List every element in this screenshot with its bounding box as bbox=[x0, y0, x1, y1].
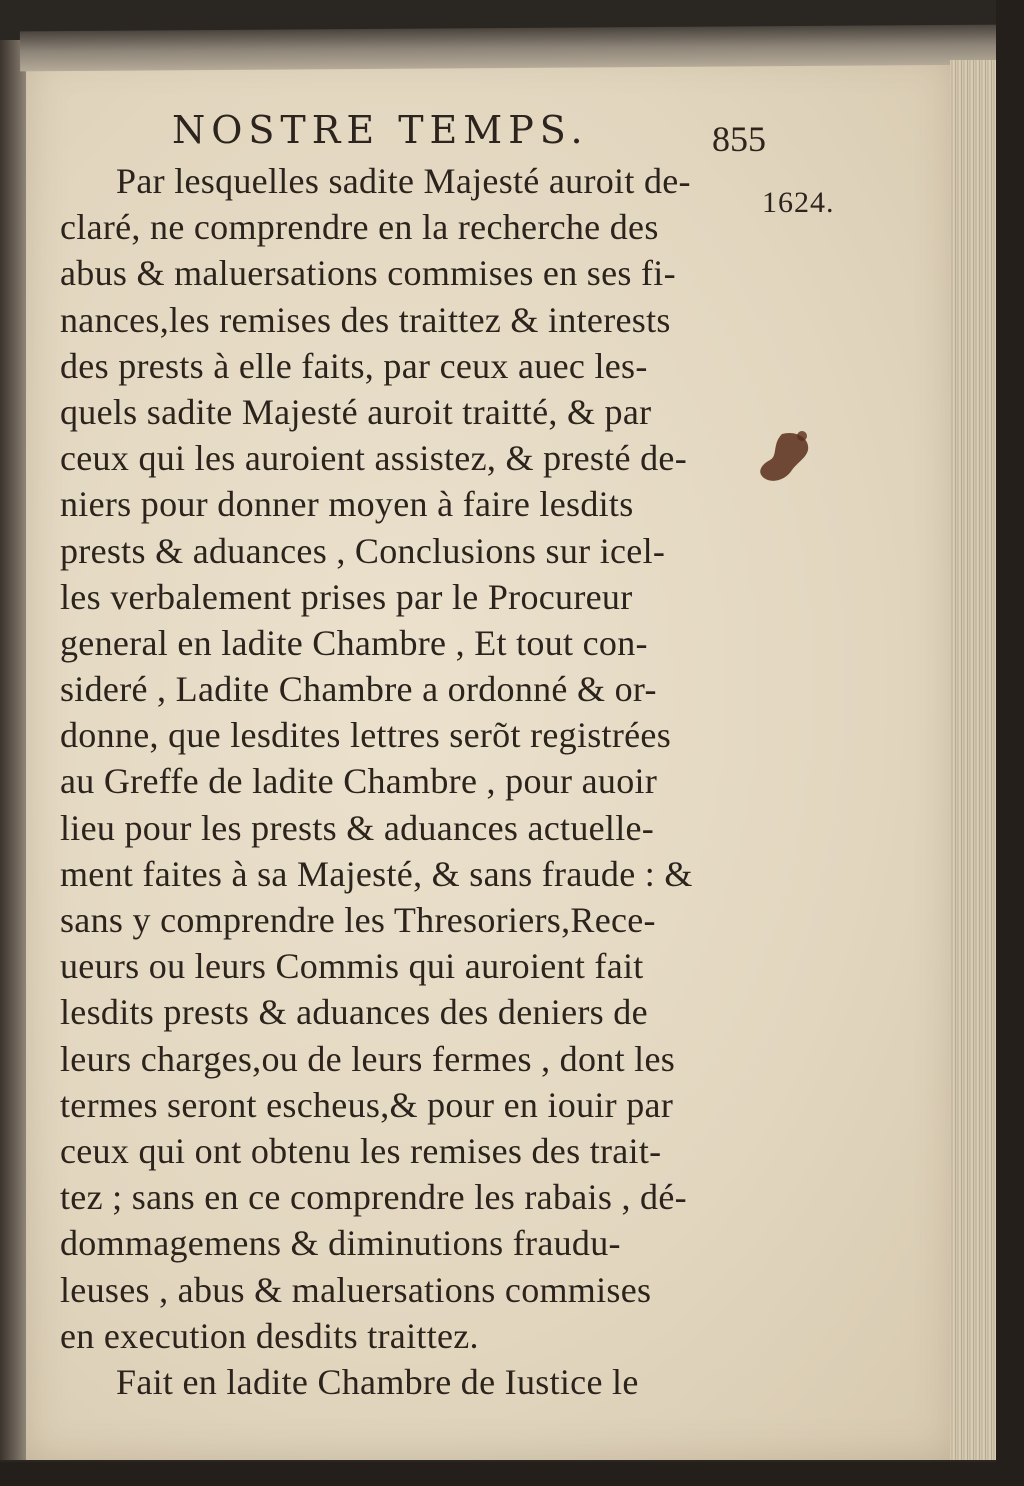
page-fore-edges bbox=[950, 60, 1000, 1460]
text-line: des prests à elle faits, par ceux auec les- bbox=[60, 345, 648, 386]
text-line: tez ; sans en ce comprendre les rabais , dé- bbox=[60, 1177, 687, 1218]
body-text bbox=[60, 158, 780, 1405]
text-line: donne, que lesdites lettres serõt registrées bbox=[60, 715, 672, 756]
text-line: niers pour donner moyen à faire lesdits bbox=[60, 484, 634, 525]
previous-page-edge bbox=[0, 40, 26, 1460]
text-line: en execution desdits traittez. bbox=[60, 1315, 479, 1356]
text-line: termes seront escheus,& pour en iouir par bbox=[60, 1084, 674, 1125]
text-line: Par lesquelles sadite Majesté auroit de- bbox=[116, 161, 691, 201]
text-line: lesdits prests & aduances des deniers de bbox=[60, 992, 648, 1033]
margin-year-note: 1624. bbox=[762, 186, 835, 219]
text-line: leuses , abus & maluersations commises bbox=[60, 1269, 652, 1310]
text-line: abus & maluersations commises en ses fi- bbox=[60, 253, 676, 294]
text-line: au Greffe de ladite Chambre , pour auoir bbox=[60, 761, 658, 802]
text-line: les verbalement prises par le Procureur bbox=[60, 576, 633, 617]
page-number: 855 bbox=[712, 119, 766, 159]
text-line: claré, ne comprendre en la recherche des bbox=[60, 207, 659, 248]
text-line: general en ladite Chambre , Et tout con- bbox=[60, 622, 648, 663]
text-line: sans y comprendre les Thresoriers,Rece- bbox=[60, 900, 656, 940]
text-line: ceux qui les auroient assistez, & presté de- bbox=[60, 438, 687, 479]
text-line: ceux qui ont obtenu les remises des trait- bbox=[60, 1130, 662, 1171]
text-line: ueurs ou leurs Commis qui auroient fait bbox=[60, 946, 644, 987]
text-line: quels sadite Majesté auroit traitté, & par bbox=[60, 391, 652, 432]
text-line: sideré , Ladite Chambre a ordonné & or- bbox=[60, 669, 657, 710]
text-line: dommagemens & diminutions fraudu- bbox=[60, 1223, 621, 1264]
text-line: prests & aduances , Conclusions sur icel- bbox=[60, 530, 666, 571]
text-line: lieu pour les prests & aduances actuelle- bbox=[60, 807, 655, 848]
text-line: leurs charges,ou de leurs fermes , dont les bbox=[60, 1038, 676, 1079]
text-line: nances,les remises des traittez & interests bbox=[60, 299, 671, 340]
top-binding-edge bbox=[20, 25, 1000, 72]
text-line: ment faites à sa Majesté, & sans fraude : & bbox=[60, 853, 693, 894]
right-background bbox=[996, 0, 1024, 1486]
bottom-background bbox=[0, 1462, 1024, 1486]
text-line: Fait en ladite Chambre de Iustice le bbox=[116, 1361, 639, 1402]
running-head: NOSTRE TEMPS. bbox=[172, 108, 589, 152]
